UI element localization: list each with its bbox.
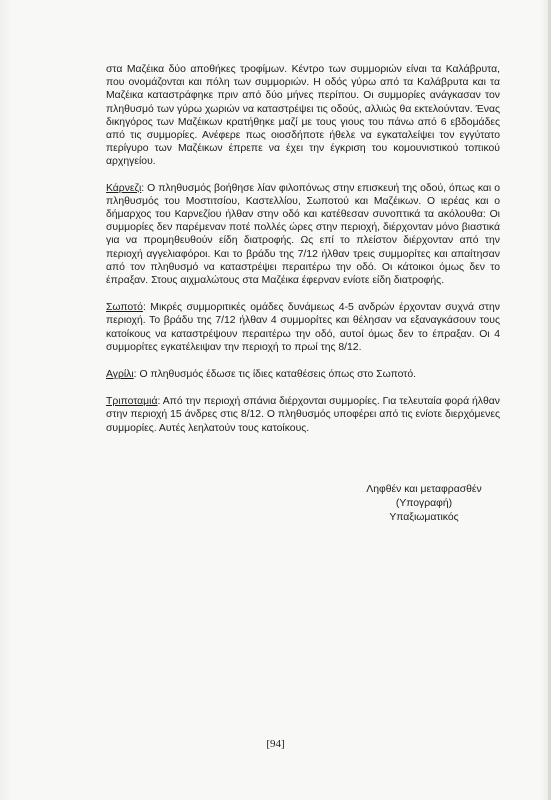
signature-block [344, 483, 504, 525]
place-heading-agrili: Αγρίλι [106, 369, 134, 381]
paragraph-text: : Από την περιοχή σπάνια διέρχονται συμμορίες. Για τελευταία φορά ήλθαν στην περιοχή 15 άνδρες στις 8/12. Ο πληθυσμός υποφέρει από τις ενίοτε διερχόμενες συμμορίες. Αυτές λεηλατούν τους κατοίκους. [106, 396, 500, 434]
paragraph-karnezi [106, 182, 500, 288]
place-heading-sopoto: Σωποτό [106, 302, 143, 314]
place-heading-karnezi: Κάρνεζι [106, 182, 142, 194]
paragraph-text: : Ο πληθυσμός έδωσε τις ίδιες καταθέσεις όπως στο Σωποτό. [133, 369, 416, 381]
document-body [106, 63, 500, 449]
paragraph-text: στα Μαζέικα δύο αποθήκες τροφίμων. Κέντρο των συμμοριών είναι τα Καλάβρυτα, που ονομάζονται και πόλη των συμμοριών. Η οδός γύρω από τα Καλάβρυτα και τα Μαζέικα καταστράφηκε πριν από δύο μήνες περίπου. Οι συμμορίες ανάγκασαν τον πληθυσμό των γύρω χωριών να καταστρέψει τις οδούς, αλλιώς θα εκτελούνταν. Ένας δικηγόρος των Μαζέικων κρατήθηκε μαζί με τους γιους του πάνω από 6 εβδομάδες από τις συμμορίες. Ανέφερε πως οιοσδήποτε ήθελε να εγκαταλείψει τον εγγύτατο περίγυρο των Μαζέικων έπρεπε να έχει την έγκριση του κομουνιστικού τοπικού αρχηγείου. [106, 64, 500, 168]
place-heading-tripotamia: Τριποταμιά [106, 396, 158, 408]
signature-line-rank: Υπαξιωματικός [389, 512, 459, 523]
paragraph-text: : Ο πληθυσμός βοήθησε λίαν φιλοπόνως στην επισκευή της οδού, όπως και ο πληθυσμός του Μοστιτσίου, Καστελλίου, Σωποτού και Μαζέικων. Ο ιερέας και ο δήμαρχος του Καρνεζίου ήλθαν στην οδό και κατέθεσαν συνοπτικά τα ακόλουθα: Οι συμμορίες δεν παρέμεναν ποτέ πολλές ώρες στην περιοχή, διέρχονταν μόνο βιαστικά για να προμηθευθούν είδη διατροφής. Ως επί το πλείστον διέρχονταν από την περιοχή αγγελιαφόροι. Και το βράδυ της 7/12 ήλθαν τρεις συμμορίτες και απαίτησαν από τον πληθυσμό να καταστρέψει περαιτέρω την οδό. Οι κάτοικοι όμως δεν το έπραξαν. Στους αιχμαλώτους στα Μαζέικα έφερναν ενίοτε είδη διατροφής. [106, 182, 500, 287]
paragraph-text: : Μικρές συμμοριτικές ομάδες δυνάμεως 4-5 ανδρών έρχονταν συχνά στην περιοχή. Το βράδυ της 7/12 ήλθαν 4 συμμορίτες και θέλησαν να εξαναγκάσουν τους κατοίκους να καταστρέψουν περαιτέρω την οδό, αυτοί όμως δεν το έπραξαν. Οι 4 συμμορίτες εγκατέλειψαν την περιοχή το πρωί της 8/12. [106, 302, 500, 353]
paragraph-mazeika [106, 63, 500, 169]
signature-line-signature: (Υπογραφή) [395, 498, 453, 509]
signature-line-translated: Ληφθέν και μεταφρασθέν [366, 484, 482, 495]
paragraph-tripotamia [106, 395, 500, 435]
paragraph-sopoto [106, 301, 500, 354]
paragraph-agrili [106, 368, 500, 381]
page-number: [94] [266, 738, 285, 750]
